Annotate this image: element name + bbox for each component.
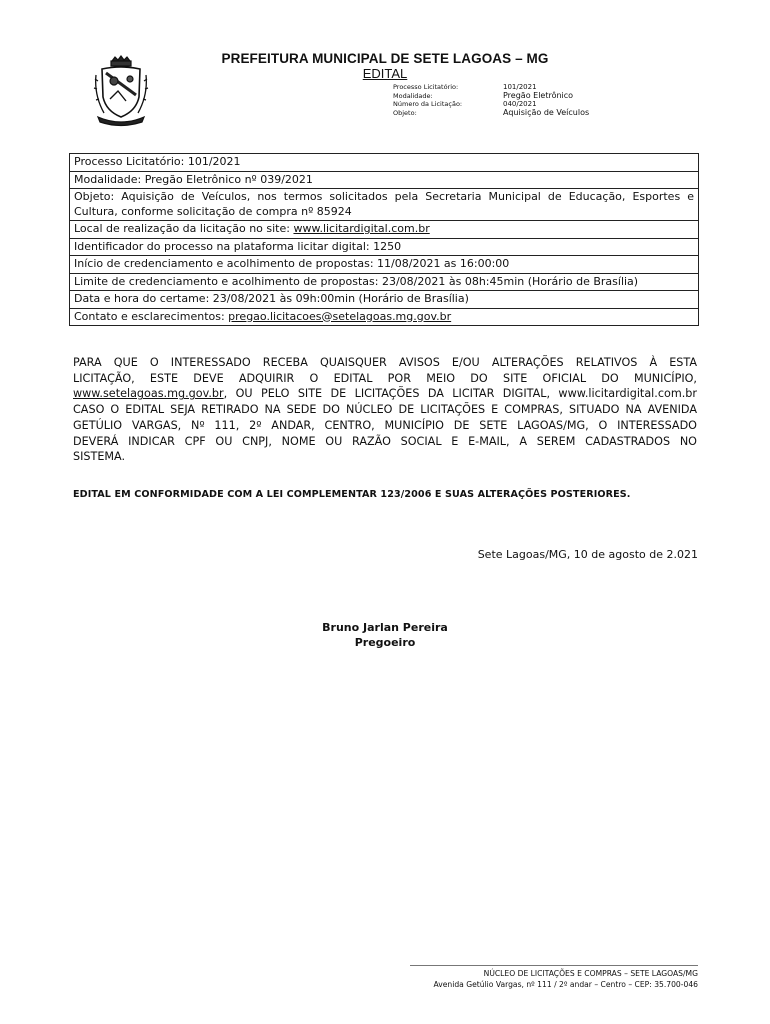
meta-row-modalidade (393, 92, 589, 101)
data-certame-cell: Data e hora do certame: 23/08/2021 às 09h:00min (Horário de Brasília) (70, 291, 699, 309)
footer-line-2: Avenida Getúlio Vargas, nº 111 / 2º andar – Centro – CEP: 35.700-046 (433, 980, 698, 989)
contato-cell (70, 308, 699, 326)
place-and-date: Sete Lagoas/MG, 10 de agosto de 2.021 (477, 548, 698, 561)
contato-label: Contato e esclarecimentos: (74, 309, 229, 323)
notice-line: DEVERÁ INDICAR CPF OU CNPJ, NOME OU RAZÃO SOCIAL E E-MAIL, A SEREM CADASTRADOS NO (73, 434, 697, 448)
table-row (70, 273, 699, 291)
table-row (70, 171, 699, 189)
inicio-cell: Início de credenciamento e acolhimento de propostas: 11/08/2021 as 16:00:00 (70, 256, 699, 274)
notice-line: SISTEMA. (73, 450, 126, 464)
municipal-coat-of-arms (92, 55, 150, 127)
meta-label: Processo Licitatório: (393, 83, 459, 91)
local-label: Local de realização da licitação no site: (74, 222, 294, 235)
meta-value: 040/2021 (503, 100, 537, 109)
notice-line (73, 386, 697, 402)
limite-cell: Limite de credenciamento e acolhimento de propostas: 23/08/2021 às 08h:45min (Horário de Brasília) (70, 273, 699, 291)
notice-line: PARA QUE O INTERESSADO RECEBA QUAISQUER AVISOS E/OU ALTERAÇÕES RELATIVOS À ESTA (73, 356, 697, 369)
contact-email-link[interactable]: pregao.licitacoes@setelagoas.mg.gov.br (228, 309, 452, 323)
signature-block (235, 620, 535, 650)
lc-compliance-statement: EDITAL EM CONFORMIDADE COM A LEI COMPLEMENTAR 123/2006 E SUAS ALTERAÇÕES POSTERIORES. (73, 489, 631, 500)
notice-line: GETÚLIO VARGAS, Nº 111, 2º ANDAR, CENTRO, MUNICÍPIO DE SETE LAGOAS/MG, O INTERESSADO (73, 418, 697, 432)
notice-line: LICITAÇÃO, ESTE DEVE ADQUIRIR O EDITAL POR MEIO DO SITE OFICIAL DO MUNICÍPIO, (73, 371, 697, 385)
modalidade-cell: Modalidade: Pregão Eletrônico nº 039/2021 (70, 171, 699, 189)
table-row (70, 238, 699, 256)
meta-row-objeto (393, 109, 589, 118)
notice-line: CASO O EDITAL SEJA RETIRADO NA SEDE DO NÚCLEO DE LICITAÇÕES E COMPRAS, SITUADO NA AVENIDA (73, 403, 697, 417)
meta-value: 101/2021 (503, 83, 537, 91)
footer-divider (410, 965, 698, 966)
table-row (70, 291, 699, 309)
table-row (70, 221, 699, 239)
licitar-digital-link[interactable]: www.licitardigital.com.br (293, 222, 430, 235)
table-row (70, 256, 699, 274)
meta-label: Número da Licitação: (393, 100, 463, 109)
header-meta-block (393, 83, 589, 118)
page-footer (434, 968, 699, 990)
objeto-cell: Objeto: Aquisição de Veículos, nos termos solicitados pela Secretaria Municipal de Educação, Esportes e Cultura, conforme solicitação de compra nº 85924 (70, 189, 699, 221)
meta-label: Objeto: (393, 109, 417, 118)
signatory-role: Pregoeiro (354, 636, 416, 649)
table-row (70, 154, 699, 172)
signatory-name: Bruno Jarlan Pereira (322, 621, 448, 634)
processo-cell: Processo Licitatório: 101/2021 (70, 154, 699, 172)
header-subtitle: EDITAL (362, 66, 408, 81)
header-title: PREFEITURA MUNICIPAL DE SETE LAGOAS – MG (221, 51, 549, 66)
meta-value: Aquisição de Veículos (503, 108, 590, 118)
sete-lagoas-site-link[interactable]: www.setelagoas.mg.gov.br (73, 387, 224, 401)
edital-info-table (69, 153, 699, 326)
local-cell (70, 221, 699, 239)
meta-label: Modalidade: (393, 91, 433, 100)
table-row (70, 308, 699, 326)
table-row (70, 189, 699, 221)
notice-paragraph (73, 355, 697, 465)
identificador-cell: Identificador do processo na plataforma licitar digital: 1250 (70, 238, 699, 256)
footer-line-1: NÚCLEO DE LICITAÇÕES E COMPRAS – SETE LAGOAS/MG (483, 969, 698, 978)
notice-line-text: , OU PELO SITE DE LICITAÇÕES DA LICITAR DIGITAL, www.licitardigital.com.br (223, 387, 697, 401)
meta-value: Pregão Eletrônico (503, 90, 574, 100)
